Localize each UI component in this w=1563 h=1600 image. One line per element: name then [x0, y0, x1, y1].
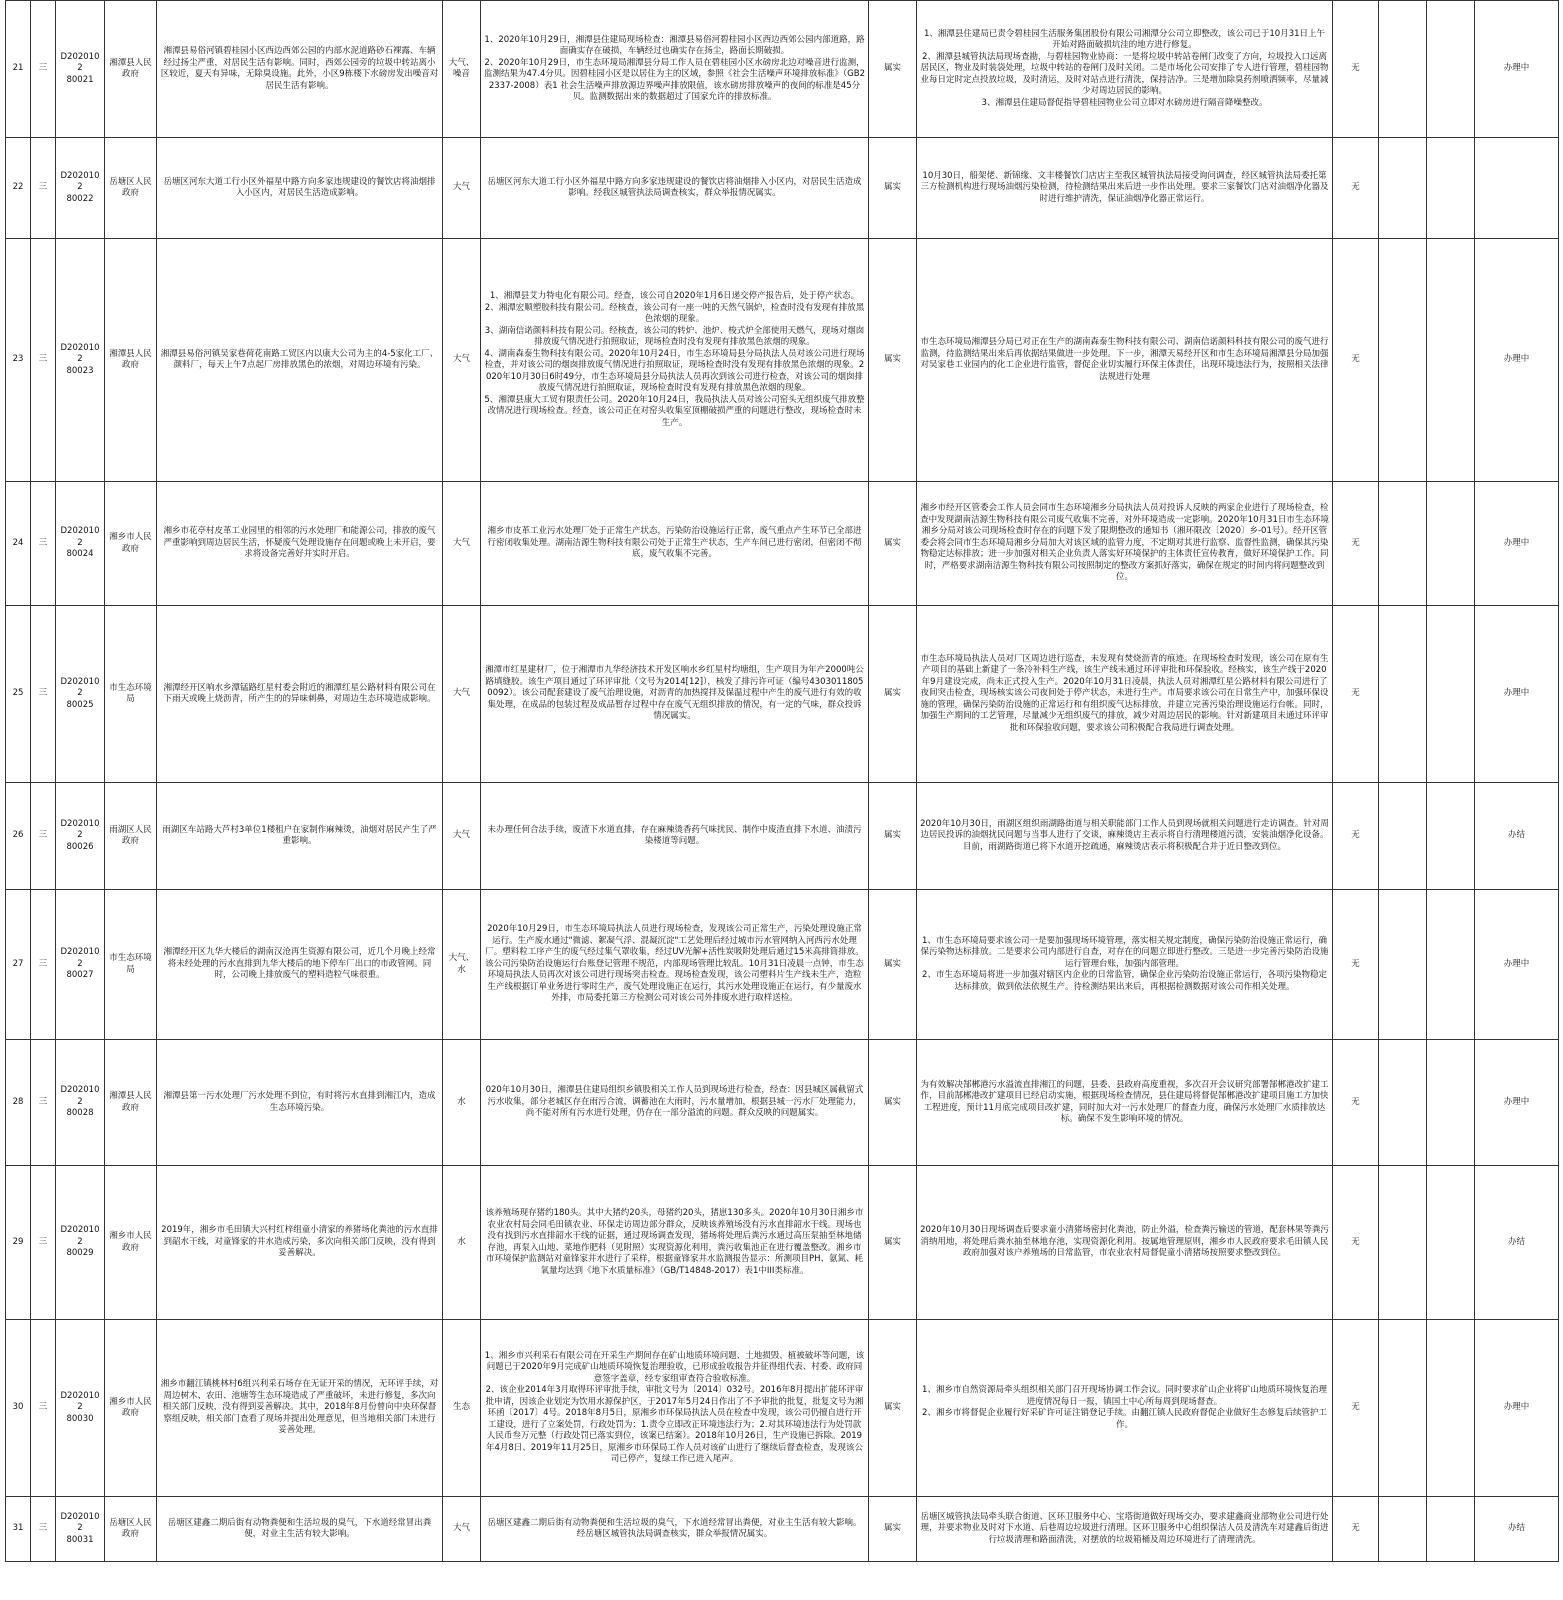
blank-cell [1427, 1320, 1475, 1497]
investigation-result: 岳塘区建鑫二期后街有动物粪便和生活垃圾的臭气，下水道经常冒出粪便，对业主生活有较大影响。经岳塘区城管执法局调查核实，群众举报情况属实。 [481, 1497, 869, 1562]
row-number: 23 [6, 239, 31, 482]
handling-result: 2020年10月30日现场调查后要求童小清猪场密封化粪池，防止外溢，检查粪污输送的管道，配套林果等粪污消纳用地，将处理后粪水抽至林地存池，实现资源化利用。按属地管理原则，湘乡市人民政府要求毛田镇人民政府加强对该户养殖场的日常监管，市农业农村局督促童小清猪场按照要求整改到位。 [917, 1166, 1333, 1320]
table-row [6, 890, 1559, 1040]
blank-cell [1427, 138, 1475, 239]
blank-cell [1379, 1497, 1427, 1562]
blank-cell [1379, 890, 1427, 1040]
verified-status: 属实 [869, 1320, 917, 1497]
verified-status: 属实 [869, 1166, 917, 1320]
responsible-unit: 湘潭县人民政府 [105, 1, 157, 138]
handling-result: 10月30日，船架佬、新锦缘、文丰楼餐饮门店店主至我区城管执法局接受询问调查，经区城管执法局委托第三方检测机构进行现场油烟污染检测，待检测结果出来后进一步作出处理。要求三家餐饮门店对油烟净化器及时进行维护清洗，保证油烟净化器正常运行。 [917, 138, 1333, 239]
case-code: D2020102 80023 [56, 239, 105, 482]
row-number: 21 [6, 1, 31, 138]
case-status: 办结 [1475, 783, 1559, 890]
pollution-type: 大气 [443, 482, 481, 606]
responsible-unit: 湘潭县人民政府 [105, 1040, 157, 1166]
accountability: 无 [1333, 606, 1379, 783]
investigation-result: 岳塘区河东大道工行小区外福星中路方向多家违规建设的餐饮店将油烟排入小区内，对居民生活造成影响。经我区城管执法局调查核实，群众举报情况属实。 [481, 138, 869, 239]
handling-result: 2020年10月30日，雨湖区组织雨湖路街道与相关职能部门工作人员到现场就相关问题进行走访调查。针对周边居民投诉的油烟扰民问题与当事人进行了交谈，麻辣烫店主表示将自行清理楼道污渍，安装油烟净化设备。目前，雨湖路街道已将下水道开挖疏通，麻辣烫店表示将积极配合并于近日整改到位。 [917, 783, 1333, 890]
blank-cell [1427, 1497, 1475, 1562]
investigation-result: 湘潭市红星建材厂，位于湘潭市九华经济技术开发区响水乡红星村均塘组，生产项目为年产2000吨公路填缝胶。该生产项目通过了环评审批（文号为2014[12]），核发了排污许可证（编号43030118050092）。该公司配套建设了废气治理设施，对沥青的加热搅拌及保温过程中产生的废气进行有效的收集处理，在成品的包装过程及成品暂存过程中存在废气无组织排放的情况，有一定的气味，群众投诉情况属实。 [481, 606, 869, 783]
case-status: 办理中 [1475, 239, 1559, 482]
batch-number: 三 [31, 1040, 56, 1166]
verified-status: 属实 [869, 606, 917, 783]
handling-result: 市生态环境局湘潭县分局已对正在生产的湖南森泰生物科技有限公司、湖南信诺颜料科技有限公司的废气进行监测，待监测结果出来后再依据结果做进一步处理。下一步，湘潭天易经开区和市生态环境局湘潭县分局加强对吴家巷工业园内的化工企业进行监管，督促企业切实履行环保主体责任，出现环境违法行为，按照相关法律法规进行处理 [917, 239, 1333, 482]
complaint-content: 湘潭县易俗河镇吴家巷荷花南路工贸区内以康大公司为主的4-5家化工厂、颜料厂，每天上午7点起厂房排放黑色的浓烟，对周边环境有污染。 [157, 239, 443, 482]
row-number: 24 [6, 482, 31, 606]
blank-cell [1379, 783, 1427, 890]
blank-cell [1427, 783, 1475, 890]
complaint-content: 湘潭经开区响水乡潭锰路红星村委会附近的湘潭红星公路材料有限公司在下雨天或晚上烧沥青，所产生的的异味刺鼻，对周边生态环境造成影响。 [157, 606, 443, 783]
row-number: 30 [6, 1320, 31, 1497]
investigation-result: 湘乡市皮革工业污水处理厂处于正常生产状态，污染防治设施运行正常，废气重点产生环节已全部进行密闭收集处理。湖南洁源生物科技有限公司处于正常生产状态，生产车间已进行密闭，但密闭不彻底，废气收集不完善。 [481, 482, 869, 606]
pollution-type: 大气 [443, 783, 481, 890]
responsible-unit: 岳塘区人民政府 [105, 1497, 157, 1562]
batch-number: 三 [31, 1166, 56, 1320]
case-code: D2020102 80029 [56, 1166, 105, 1320]
blank-cell [1427, 1, 1475, 138]
pollution-type: 大气 [443, 1497, 481, 1562]
batch-number: 三 [31, 1320, 56, 1497]
verified-status: 属实 [869, 482, 917, 606]
responsible-unit: 雨湖区人民政府 [105, 783, 157, 890]
responsible-unit: 市生态环境局 [105, 890, 157, 1040]
case-code: D2020102 80025 [56, 606, 105, 783]
handling-result: 岳塘区城管执法局牵头联合街道、区环卫服务中心、宝塔街道做好现场交办，要求建鑫商业部物业公司进行处理，并要求物业及时对下水道、后巷周边垃圾进行清理。区环卫服务中心组织保洁人员及清洗车对建鑫后街进行垃圾清理和路面清洗，对摆放的垃圾箱桶及周边环境进行了清理清洗。 [917, 1497, 1333, 1562]
investigation-result: 1、2020年10月29日，湘潭县住建局现场检查：湘潭县易俗河碧桂园小区西边西郊公园内部道路，路面确实存在破损，车辆经过也确实存在扬尘，路面长期破损。 2、2020年10月29日，市生态环境局湘潭县分局工作人员在碧桂园小区水磅房北边对噪音进行监测，监测结果为47.4分贝。因碧桂园小区是以居住为主的区域，参照《社会生活噪声环境排放标准》（GB22337-2008）表1 社会生活噪声排放源边界噪声排放限值，该水磅房排放噪声的夜间的标准是45分贝。监测数据出来的数据超过了国家允许的排放标准。 [481, 1, 869, 138]
batch-number: 三 [31, 482, 56, 606]
batch-number: 三 [31, 890, 56, 1040]
row-number: 28 [6, 1040, 31, 1166]
complaint-content: 湘潭县易俗河镇碧桂园小区西边西郊公园的内部水泥道路砂石裸露、车辆经过扬尘严重，对居民生活有影响。同时，西郊公园旁的垃圾中转站离小区较近，夏天有异味，无除臭设施。此外，小区9栋楼下水磅房发出噪音对居民生活有影响。 [157, 1, 443, 138]
case-code: D2020102 80030 [56, 1320, 105, 1497]
complaint-content: 湘潭经开区九华大楼后的湖南汉沧再生资源有限公司，近几个月晚上经常将未经处理的污水直排到九华大楼后的地下停车厂出口的市政管网。同时，公司晚上排放废气的塑料造粒气味很重。 [157, 890, 443, 1040]
verified-status: 属实 [869, 1, 917, 138]
complaint-content: 雨湖区车站路大芦村3单位1楼租户在家制作麻辣烫，油烟对居民产生了严重影响。 [157, 783, 443, 890]
accountability: 无 [1333, 783, 1379, 890]
accountability: 无 [1333, 239, 1379, 482]
investigation-result: 未办理任何合法手续，废渣下水道直排，存在麻辣烫香药气味扰民、制作中废渣直排下水道、油渍污染楼道等问题。 [481, 783, 869, 890]
table-row [6, 783, 1559, 890]
table-row [6, 239, 1559, 482]
verified-status: 属实 [869, 239, 917, 482]
table-row [6, 1040, 1559, 1166]
responsible-unit: 市生态环境局 [105, 606, 157, 783]
pollution-type: 大气 [443, 606, 481, 783]
row-number: 31 [6, 1497, 31, 1562]
batch-number: 三 [31, 1497, 56, 1562]
case-status: 办理中 [1475, 1, 1559, 138]
blank-cell [1379, 138, 1427, 239]
handling-result: 湘乡市经开区管委会工作人员会同市生态环境湘乡分局执法人员对投诉人反映的两家企业进行了现场检查，检查中发现湖南洁源生物科技有限公司废气收集不完善，对外环境造成一定影响。2020年10月31日市生态环境湘乡分局对该公司现场检查时存在的问题下发了限期整改的通知书（湘环限改〔2020〕乡-01号）。经开区管委会将会同市生态环境局湘乡分局加大对该区域的监管力度，不定期对其进行监察、监督性监测，确保其污染物稳定达标排放；进一步加强对相关企业负责人落实好环境保护的主体责任宣传教育，做好环境保护工作。同时，严格要求湖南洁源生物科技有限公司按照制定的整改方案抓好落实，确保在规定的时间内将问题整改到位。 [917, 482, 1333, 606]
case-code: D2020102 80021 [56, 1, 105, 138]
handling-result: 为有效解决郜郴港污水溢流直排湘江的问题，县委、县政府高度重视，多次召开会议研究部署郜郴港改扩建工作，目前郜郴港改扩建项目已经启动实施，根据现场检查情况，县住建局将督促郜郴港改扩建项目施工方加快工程进度，预计11月底完成项目改扩建，同时加大对一污水处理厂的督查力度，确保污水处理厂水质排放达标。确保不发生影响环境的情况。 [917, 1040, 1333, 1166]
batch-number: 三 [31, 138, 56, 239]
case-status: 办理中 [1475, 1040, 1559, 1166]
accountability: 无 [1333, 1320, 1379, 1497]
accountability: 无 [1333, 1166, 1379, 1320]
verified-status: 属实 [869, 1040, 917, 1166]
batch-number: 三 [31, 606, 56, 783]
table-row [6, 1320, 1559, 1497]
handling-result: 1、湘乡市自然资源局牵头组织相关部门召开现场协调工作会议。同时要求矿山企业将矿山地质环境恢复治理进度情况每日一报，镇国土中心所每周到现场督查。 2、湘乡市将督促企业履行好采矿许可证注销登记手续。由翻江镇人民政府督促企业做好生态修复后续管护工作。 [917, 1320, 1333, 1497]
complaint-content: 2019年，湘乡市毛田镇大兴村红梓组童小清家的养猪场化粪池的污水直排到韶水干线，对童锋家的井水造成污染，多次向相关部门反映，没有得到妥善解决。 [157, 1166, 443, 1320]
table-row [6, 1166, 1559, 1320]
case-status: 办结 [1475, 1497, 1559, 1562]
blank-cell [1379, 482, 1427, 606]
blank-cell [1379, 239, 1427, 482]
accountability: 无 [1333, 1040, 1379, 1166]
verified-status: 属实 [869, 783, 917, 890]
investigation-result: 2020年10月29日，市生态环境局执法人员进行现场检查，发现该公司正常生产，污染处理设施正常运行。生产废水通过"微滤、絮凝气浮、混凝沉淀"工艺处理后经过城市污水管网纳入河西污水处理厂。塑料粒工序产生的废气经过集气罩收集，经过UV光解+活性炭吸附处理后通过15米高排筒排放。该公司污染防治设施运行台账登记管理不规范，内部现场管理比较乱。10月31日凌晨一点钟，市生态环境局执法人员再次对该公司进行现场突击检查。现场检查发现，该公司塑料片生产线未生产，造粒生产线根据订单业务进行零时生产，废气处理设施正在运行，其污水处理设施正在运行，有少量废水外排，市局委托第三方检测公司对该公司外排废水进行取样送检。 [481, 890, 869, 1040]
accountability: 无 [1333, 1497, 1379, 1562]
investigation-result: 该养殖场现存猪约180头。其中大猪约20头，母猪约20头，猪崽130多头。2020年10月30日湘乡市农业农村局会同毛田镇农业、环保走访周边部分群众，反映该养殖场没有污水直排韶水干线。现场也没有找到污水直排韶水干线的证据，通过现场调查发现，猪场将处理后粪污水通过高压泵抽至林地储存池，再泵入山地、菜地作肥料（见附照）实现资源化利用，粪污收集池正在进行覆盖整改。湘乡市市环境保护监测站对童锋家井水进行了采样，根据童锋家井水监测报告显示：所测项目PH、氨氮、耗氧量均达到《地下水质量标准》（GB/T14848-2017）表1中III类标准。 [481, 1166, 869, 1320]
batch-number: 三 [31, 1, 56, 138]
blank-cell [1427, 482, 1475, 606]
pollution-type: 水 [443, 1040, 481, 1166]
table-row [6, 1, 1559, 138]
responsible-unit: 湘乡市人民政府 [105, 1320, 157, 1497]
blank-cell [1379, 1166, 1427, 1320]
row-number: 22 [6, 138, 31, 239]
investigation-result: 1、湘潭县艾力特电化有限公司。经查，该公司自2020年1月6日递交停产报告后，处于停产状态。 2、湘潭宏顺塑胶科技有限公司。经核查，该公司有一座一吨的天然气锅炉，检查时没有发现有排放黑色浓烟的现象。 3、湖南信诺颜料科技有限公司。经核查，该公司的转炉、池炉、梭式炉全部使用天燃气，现场对烟囱排放废气情况进行拍照取证，现场检查时没有发现有排放黑色浓烟的现象。 4、湖南森泰生物科技有限公司。2020年10月24日，市生态环境局县分局执法人员对该公司进行现场检查，并对该公司的烟囱排放废气情况进行拍照取证，现场检查时没有发现有排放黑色浓烟的现象。2020年10月30日6时49分，市生态环境局县分局执法人员再次到该公司进行检查，对该公司的烟囱排放废气情况进行拍照取证，现场检查时没有发现有排放黑色浓烟的现象。 5、湘潭县康大工贸有限责任公司。2020年10月24日，我局执法人员对该公司窑头无组织废气排放整改情况进行现场检查。经查，该公司正在对窑头收集室顶棚破损严重的问题进行整改，现场检查时未生产。 [481, 239, 869, 482]
table-row [6, 482, 1559, 606]
verified-status: 属实 [869, 890, 917, 1040]
accountability: 无 [1333, 482, 1379, 606]
blank-cell [1379, 606, 1427, 783]
complaint-content: 湘潭县第一污水处理厂污水处理不到位，有时将污水直排到湘江内，造成生态环境污染。 [157, 1040, 443, 1166]
blank-cell [1427, 1166, 1475, 1320]
pollution-type: 大气、水 [443, 890, 481, 1040]
pollution-type: 水 [443, 1166, 481, 1320]
pollution-type: 大气、噪音 [443, 1, 481, 138]
verified-status: 属实 [869, 138, 917, 239]
case-status: 办理中 [1475, 606, 1559, 783]
accountability: 无 [1333, 138, 1379, 239]
accountability: 无 [1333, 1, 1379, 138]
complaint-content: 湘乡市翻江镇桃林村6组兴利采石场存在无证开采的情况，无环评手续，对周边树木、农田、池塘等生态环境造成了严重破坏，未进行修复，多次向相关部门反映，没有得到妥善解决。其中，2018年8月份曾向中央环保督察组反映，相关部门查看了现场并提出处理意见，但当地相关部门未进行妥善处理。 [157, 1320, 443, 1497]
investigation-result: 1、湘乡市兴利采石有限公司在开采生产期间存在矿山地质环境问题、土地损毁、植被破坏等问题，该问题已于2020年9月完成矿山地质环境恢复治理验收，已形成验收报告并征得组代表、村委、政府同意签字盖章，经专家组审查符合验收标准。 2、该企业2014年3月取得环评审批手续，审批文号为〔2014〕032号。2016年8月提出扩能环评审批申请，因该企业划定为饮用水源保护区，于2017年5月24日作出了不予审批的批复，批复文号为湘环函〔2017〕4号。2018年8月5日，原湘乡市环保局执法人员在检查中发现，该公司仍擅自进行开工建设，进行了立案处罚，行政处罚为：1.责令立即改正环境违法行为；2.对其环境违法行为处罚款人民币叁万元整（行政处罚已落实到位，该案已结案）。2018年10月26日，生产设施已拆除。2019年4月8日、2019年11月25日，原湘乡市环保局工作人员对该矿山进行了继续后督查检查，发现该公司已停产，复绿工作已进入尾声。 [481, 1320, 869, 1497]
accountability: 无 [1333, 890, 1379, 1040]
pollution-type: 生态 [443, 1320, 481, 1497]
row-number: 25 [6, 606, 31, 783]
row-number: 29 [6, 1166, 31, 1320]
handling-result: 1、市生态环境局要求该公司一是要加强现场环境管理，落实相关规定制度，确保污染防治设施正常运行，确保污染物达标排放。二是要求公司内部进行自查，对存在的问题立即进行整改。三是进一步完善污染防治设施运行管理台账，加强内部管理。 2、市生态环境局将进一步加强对辖区内企业的日常监管，确保企业污染防治设施正常运行，各项污染物稳定达标排放，做到依法依规生产。待检测结果出来后，再根据检测数据对该公司作相关处理。 [917, 890, 1333, 1040]
row-number: 27 [6, 890, 31, 1040]
responsible-unit: 湘乡市人民政府 [105, 482, 157, 606]
complaint-content: 岳塘区河东大道工行小区外福星中路方向多家违规建设的餐饮店将油烟排入小区内，对居民生活造成影响。 [157, 138, 443, 239]
table-row [6, 138, 1559, 239]
blank-cell [1379, 1040, 1427, 1166]
case-code: D2020102 80028 [56, 1040, 105, 1166]
blank-cell [1427, 239, 1475, 482]
case-status: 办结 [1475, 1166, 1559, 1320]
case-code: D2020102 80031 [56, 1497, 105, 1562]
row-number: 26 [6, 783, 31, 890]
responsible-unit: 湘潭县人民政府 [105, 239, 157, 482]
table-row [6, 606, 1559, 783]
investigation-result: 020年10月30日，湘潭县住建局组织乡镇股相关工作人员到现场进行检查，经查：因县城区属截留式污水收集，部分老城区存在雨污合流，调蓄池在大雨时，污水量增加，根据县城一污水厂处理能力，尚不能对所有污水进行处理，仍存在一部分溢流的问题。群众反映的问题属实。 [481, 1040, 869, 1166]
blank-cell [1379, 1, 1427, 138]
case-status [1475, 138, 1559, 239]
case-code: D2020102 80027 [56, 890, 105, 1040]
case-status: 办理中 [1475, 482, 1559, 606]
case-code: D2020102 80024 [56, 482, 105, 606]
complaint-table [5, 0, 1559, 1562]
verified-status: 属实 [869, 1497, 917, 1562]
batch-number: 三 [31, 783, 56, 890]
handling-result: 1、湘潭县住建局已责令碧桂园生活服务集团股份有限公司湘潭分公司立即整改，该公司已于10月31日上午开始对路面破损坑洼的地方进行修复。 2、湘潭县城管执法局现场查勘，与碧桂园物业协商：一是将垃圾中转站卷闸门改变了方向，垃圾投入口远离居民区，物业及时装袋处理，垃圾中转站的卷闸门及时关闭。二是市场化公司安排了专人进行管理，碧桂园物业每日定时定点投放垃圾，及时清运，及时对站点进行清洗，保持洁净。三是增加除臭药剂喷洒频率，尽量减少对周边居民的影响。 3、湘潭县住建局督促指导碧桂园物业公司立即对水磅房进行隔音降噪整改。 [917, 1, 1333, 138]
complaint-content: 岳塘区建鑫二期后街有动物粪便和生活垃圾的臭气，下水道经常冒出粪便，对业主生活有较大影响。 [157, 1497, 443, 1562]
case-code: D2020102 80026 [56, 783, 105, 890]
responsible-unit: 湘乡市人民政府 [105, 1166, 157, 1320]
case-code: D2020102 80022 [56, 138, 105, 239]
table-row [6, 1497, 1559, 1562]
complaint-content: 湘乡市花亭村皮革工业园里的相邻的污水处理厂和能源公司，排放的废气严重影响到周边居民生活，怀疑废气处理设施存在问题或晚上未开启，要求将设备完善好并实时开启。 [157, 482, 443, 606]
blank-cell [1379, 1320, 1427, 1497]
blank-cell [1427, 1040, 1475, 1166]
blank-cell [1427, 606, 1475, 783]
responsible-unit: 岳塘区人民政府 [105, 138, 157, 239]
batch-number: 三 [31, 239, 56, 482]
case-status: 办理中 [1475, 1320, 1559, 1497]
pollution-type: 大气 [443, 239, 481, 482]
handling-result: 市生态环境局执法人员对厂区周边进行巡查，未发现有焚烧沥青的痕迹。在现场检查时发现，该公司在原有生产项目的基础上新建了一条冷补料生产线，该生产线未通过环评审批和环保验收。经核实，该生产线于2020年9月建设完成，尚未正式投入生产。2020年10月31日凌晨，执法人员对湘潭红星公路材料有限公司进行了夜间突击检查，现场核实该公司夜间处于停产状态，未进行生产。市局要求该公司在日常生产中，加强环保设施的管理，确保污染防治设施的正常运行和有组织废气达标排放，并建立完善污染治理设施运行台帐。同时，加强生产期间的工艺管理，尽量减少无组织废气的排放，减少对周边居民的影响。针对新建项目未通过环评审批和环保验收问题，要求该公司积极配合我局进行调查处理。 [917, 606, 1333, 783]
pollution-type: 大气 [443, 138, 481, 239]
blank-cell [1427, 890, 1475, 1040]
case-status: 办理中 [1475, 890, 1559, 1040]
